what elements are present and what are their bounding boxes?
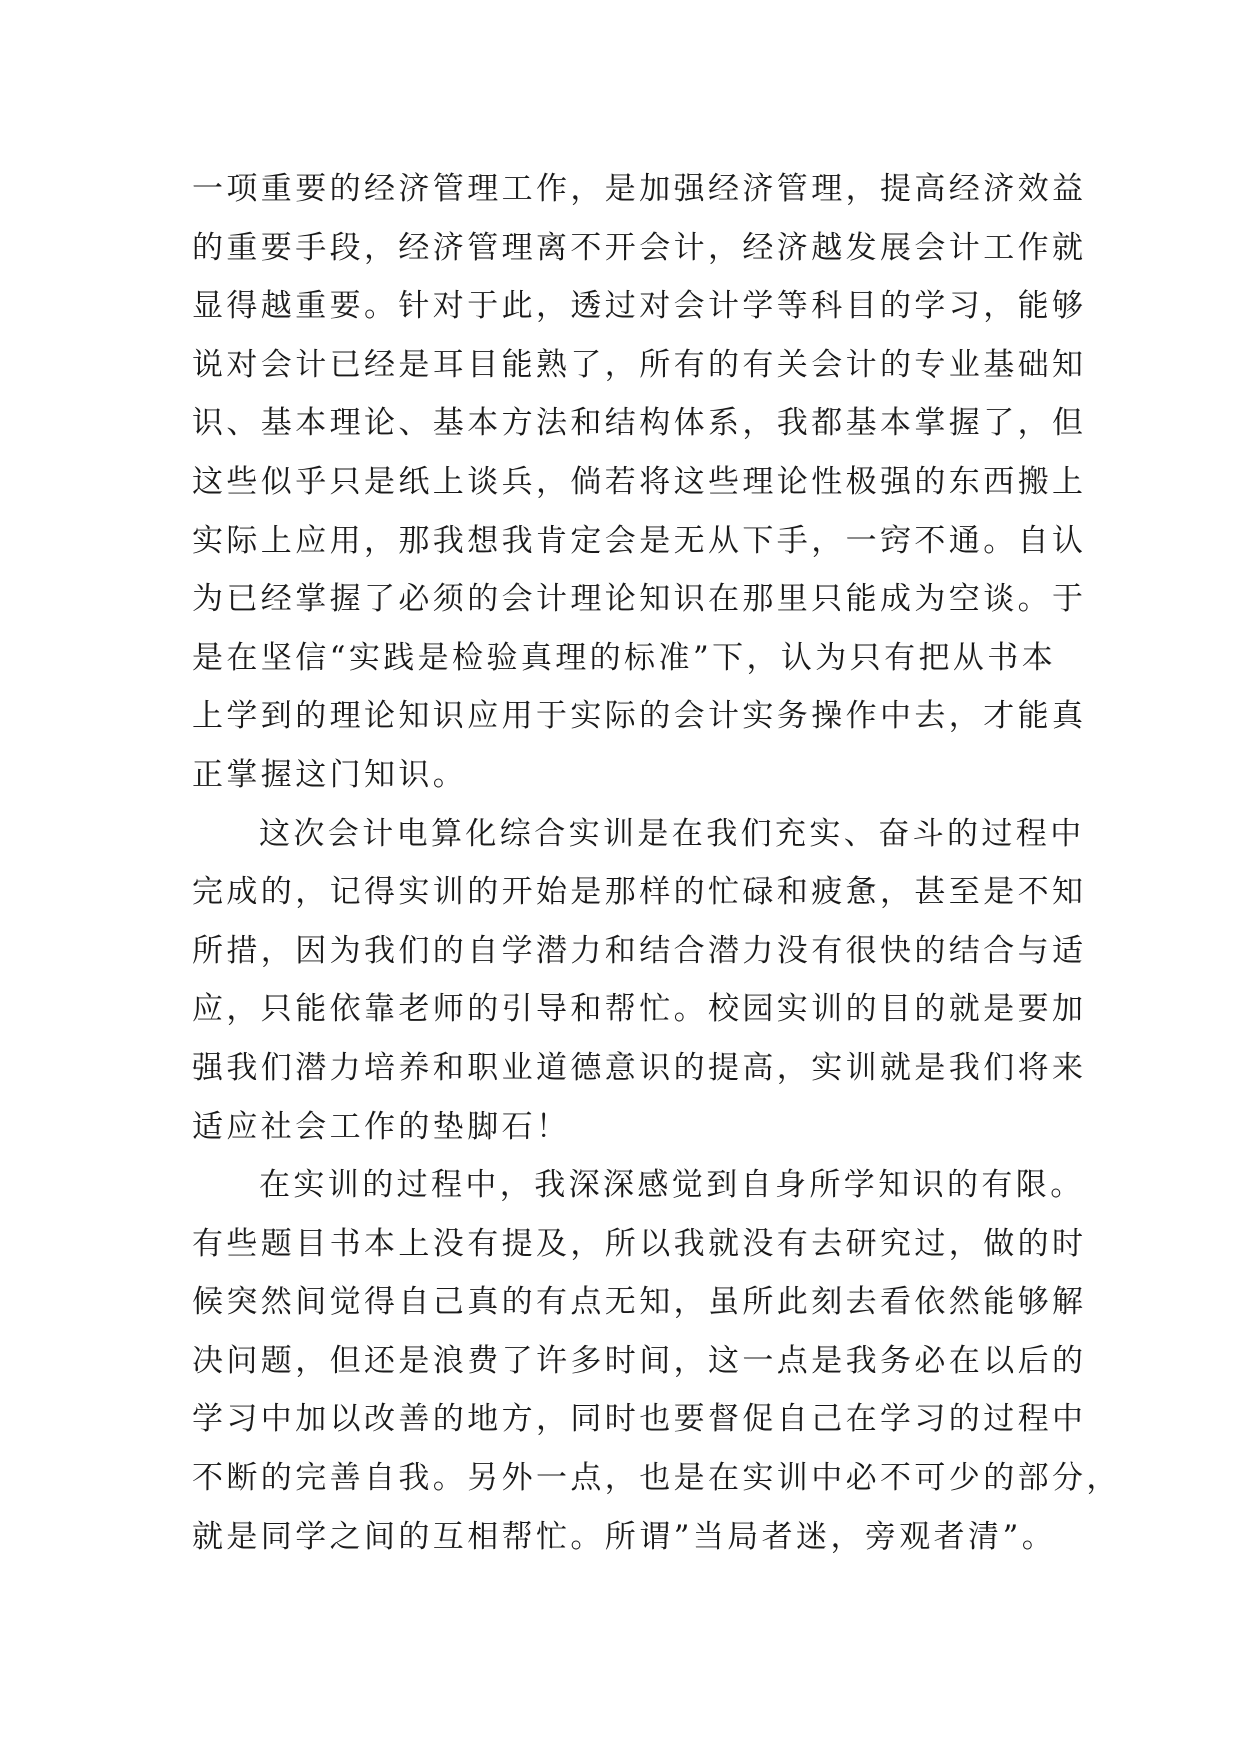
text-line: 是在坚信“实践是检验真理的标准”下，认为只有把从书本 bbox=[192, 639, 1057, 676]
text-line: 适应社会工作的垫脚石！ bbox=[192, 1108, 571, 1145]
text-line: 不断的完善自我。另外一点，也是在实训中必不可少的部分， bbox=[192, 1460, 1121, 1497]
text-line: 这次会计电算化综合实训是在我们充实、奋斗的过程中 bbox=[259, 815, 1085, 852]
text-line: 的重要手段，经济管理离不开会计，经济越发展会计工作就 bbox=[192, 229, 1087, 266]
text-line: 识、基本理论、基本方法和结构体系，我都基本掌握了，但 bbox=[192, 405, 1087, 442]
text-line: 强我们潜力培养和职业道德意识的提高，实训就是我们将来 bbox=[192, 1049, 1087, 1086]
text-line: 上学到的理论知识应用于实际的会计实务操作中去，才能真 bbox=[192, 698, 1087, 735]
text-line: 有些题目书本上没有提及，所以我就没有去研究过，做的时 bbox=[192, 1225, 1087, 1262]
paragraph-3 bbox=[192, 1156, 1121, 1566]
text-line: 这些似乎只是纸上谈兵，倘若将这些理论性极强的东西搬上 bbox=[192, 463, 1087, 500]
text-line: 为已经掌握了必须的会计理论知识在那里只能成为空谈。于 bbox=[192, 581, 1087, 618]
text-line: 所措，因为我们的自学潜力和结合潜力没有很快的结合与适 bbox=[192, 932, 1087, 969]
text-line: 完成的，记得实训的开始是那样的忙碌和疲惫，甚至是不知 bbox=[192, 874, 1087, 911]
text-line: 正掌握这门知识。 bbox=[192, 756, 468, 793]
text-line: 实际上应用，那我想我肯定会是无从下手，一窍不通。自认 bbox=[192, 522, 1087, 559]
body-text bbox=[192, 160, 1121, 1566]
paragraph-2 bbox=[192, 805, 1087, 1157]
text-line: 在实训的过程中，我深深感觉到自身所学知识的有限。 bbox=[259, 1167, 1085, 1204]
text-line: 显得越重要。针对于此，透过对会计学等科目的学习，能够 bbox=[192, 288, 1087, 325]
text-line: 决问题，但还是浪费了许多时间，这一点是我务必在以后的 bbox=[192, 1342, 1087, 1379]
text-line: 就是同学之间的互相帮忙。所谓”当局者迷，旁观者清”。 bbox=[192, 1518, 1057, 1555]
text-line: 学习中加以改善的地方，同时也要督促自己在学习的过程中 bbox=[192, 1401, 1087, 1438]
text-line: 说对会计已经是耳目能熟了，所有的有关会计的专业基础知 bbox=[192, 346, 1087, 383]
text-line: 候突然间觉得自己真的有点无知，虽所此刻去看依然能够解 bbox=[192, 1284, 1087, 1321]
text-line: 一项重要的经济管理工作，是加强经济管理，提高经济效益 bbox=[192, 171, 1087, 207]
paragraph-1 bbox=[192, 160, 1087, 805]
text-line: 应，只能依靠老师的引导和帮忙。校园实训的目的就是要加 bbox=[192, 991, 1087, 1028]
